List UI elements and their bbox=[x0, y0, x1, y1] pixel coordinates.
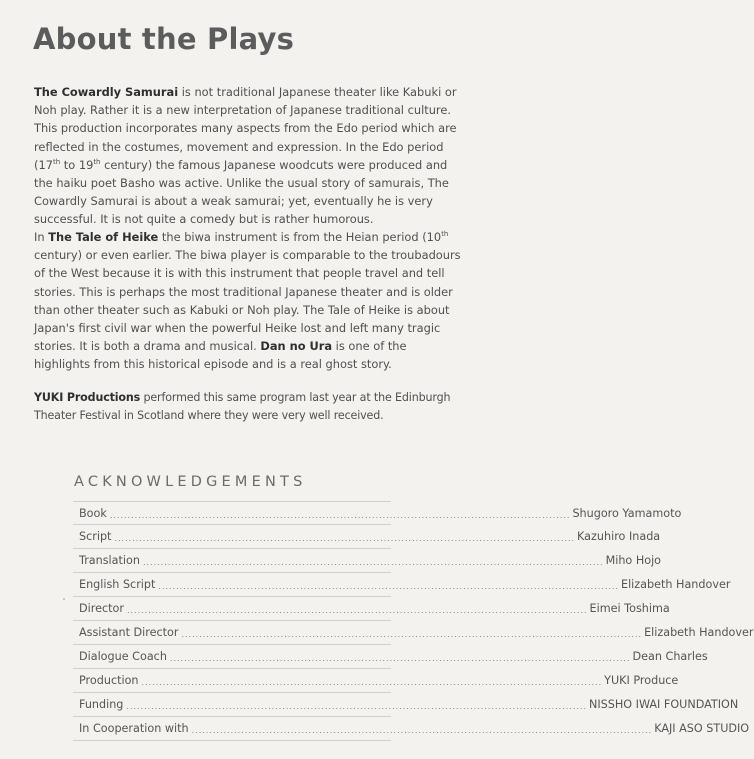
ack-name: Dean Charles bbox=[632, 650, 708, 663]
ack-role: Translation bbox=[79, 554, 140, 567]
play-title-tale-of-heike: The Tale of Heike bbox=[48, 230, 159, 244]
paragraph3-text: performed this same program last year at the Edinburgh Theater Festival in Scotland where they were very well received. bbox=[34, 391, 451, 423]
ack-row bbox=[73, 645, 708, 669]
leader-dots: .................................................................................................................................. bbox=[158, 582, 619, 591]
company-name: YUKI Productions bbox=[34, 391, 141, 404]
ack-role: Book bbox=[79, 506, 107, 520]
ack-name: Shugoro Yamamoto bbox=[572, 506, 682, 520]
ack-role: Director bbox=[79, 602, 124, 615]
ack-row bbox=[73, 549, 662, 573]
leader-dots: .................................................................................................................................. bbox=[126, 702, 587, 711]
ack-row bbox=[73, 573, 731, 597]
ack-role: English Script bbox=[79, 578, 156, 591]
leader-dots: .................................................................................................................................. bbox=[126, 606, 588, 615]
ack-name: Eimei Toshima bbox=[589, 602, 670, 615]
leader-dots: .................................................................................................................................. bbox=[169, 654, 631, 663]
ack-row bbox=[73, 501, 682, 525]
paragraph1-text-a: is not traditional Japanese theater like Kabuki or Noh play. Rather it is a new interpretation of Japanese traditional culture. This production incorporates many aspects from the Edo period which are reflected in the costumes, movement and expression. In the Edo period (17 bbox=[34, 85, 457, 172]
paragraph2-intro: In bbox=[34, 230, 49, 244]
ack-role: Assistant Director bbox=[79, 626, 179, 639]
paragraph1-text-c: century) the famous Japanese woodcuts were produced and the haiku poet Basho was active. Unlike the usual story of samurais, The Cowardly Samurai is about a weak samurai; yet, eventually he is very successful. It is not quite a comedy but is rather humorous. bbox=[34, 157, 449, 227]
ack-row bbox=[73, 597, 670, 621]
paragraph2-text-c: is one of the highlights from this historical episode and is a real ghost story. bbox=[34, 339, 407, 372]
leader-dots: .................................................................................................................................. bbox=[141, 678, 603, 687]
paragraph-yuki-productions bbox=[34, 389, 466, 425]
ack-role: Dialogue Coach bbox=[79, 650, 167, 663]
paragraph-tale-of-heike bbox=[34, 228, 466, 374]
print-speck bbox=[63, 598, 65, 600]
ack-row bbox=[73, 669, 679, 693]
ack-name: Elizabeth Handover bbox=[644, 626, 754, 639]
ack-name: Miho Hojo bbox=[605, 554, 662, 567]
paragraph2-sup1: th bbox=[441, 230, 449, 239]
paragraph2-text-b: century) or even earlier. The biwa player is comparable to the troubadours of the West because it is with this instrument that people travel and tell stories. This is perhaps the most traditional Japanese theater and is older than other theater such as Kabuki or Noh play. The Tale of Heike is about Japan's first civil war when the powerful Heike lost and left many tragic stories. It is both a drama and musical. bbox=[34, 248, 461, 354]
acknowledgements-heading: ACKNOWLEDGEMENTS bbox=[74, 474, 307, 490]
leader-dots: .................................................................................................................................. bbox=[181, 630, 643, 639]
paragraph1-text-b: to 19 bbox=[60, 157, 94, 172]
ack-name: YUKI Produce bbox=[604, 674, 679, 687]
ack-name: NISSHO IWAI FOUNDATION bbox=[589, 698, 739, 711]
ack-name: KAJI ASO STUDIO bbox=[654, 722, 750, 735]
page-title: About the Plays bbox=[33, 22, 295, 56]
ack-role: Production bbox=[79, 674, 139, 687]
ack-name: Kazuhiro Inada bbox=[577, 530, 661, 543]
ack-row bbox=[73, 693, 739, 717]
ack-row bbox=[73, 525, 661, 549]
paragraph1-sup2: th bbox=[93, 158, 101, 167]
paragraph2-text-a: the biwa instrument is from the Heian period (10 bbox=[158, 230, 442, 244]
paragraph1-sup1: th bbox=[52, 158, 61, 167]
play-title-dan-no-ura: Dan no Ura bbox=[260, 339, 333, 354]
leader-dots: .................................................................................................................................. bbox=[109, 510, 571, 520]
leader-dots: .................................................................................................................................. bbox=[191, 726, 653, 735]
ack-row bbox=[73, 621, 754, 645]
ack-role: Script bbox=[79, 530, 112, 543]
ack-role: In Cooperation with bbox=[79, 722, 189, 735]
leader-dots: .................................................................................................................................. bbox=[114, 534, 576, 543]
leader-dots: .................................................................................................................................. bbox=[142, 558, 604, 567]
ack-name: Elizabeth Handover bbox=[621, 578, 731, 591]
acknowledgements-table bbox=[73, 501, 754, 741]
ack-role: Funding bbox=[79, 698, 124, 711]
paragraph-cowardly-samurai bbox=[34, 83, 466, 229]
ack-row bbox=[73, 717, 750, 741]
play-title-cowardly-samurai: The Cowardly Samurai bbox=[34, 85, 179, 99]
